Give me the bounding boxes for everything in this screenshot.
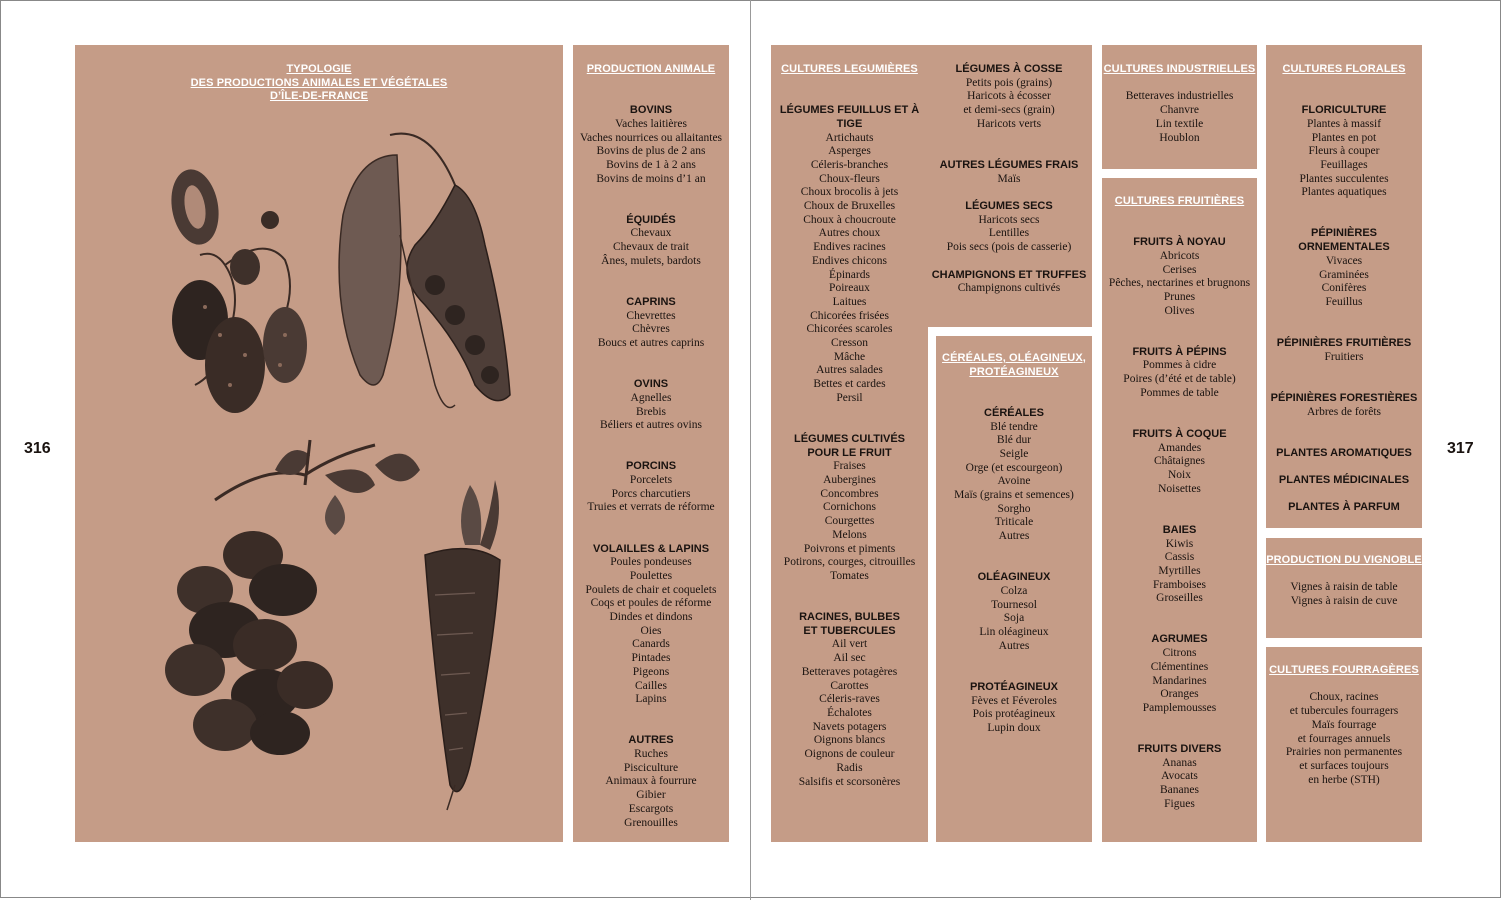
carrot-icon	[425, 480, 500, 810]
list-item: Blé dur	[996, 434, 1032, 447]
list-item: Pigeons	[632, 665, 670, 678]
list-item: Endives racines	[813, 241, 886, 254]
list-item: Brebis	[635, 405, 667, 418]
list-item: Choux, racines	[1309, 691, 1379, 704]
list-item: Chevaux	[630, 227, 672, 240]
subsection-title: PÉPINIÈRES FRUITIÈRES	[1276, 337, 1412, 350]
list-item: Pois protéagineux	[972, 708, 1056, 721]
page-number-left: 316	[24, 440, 51, 457]
section-racines	[771, 611, 928, 789]
col-cultures-industrielles	[1102, 45, 1257, 169]
list-item: Triticale	[994, 516, 1034, 529]
subsection-title: AGRUMES	[1151, 633, 1208, 646]
list-item: et demi-secs (grain)	[963, 104, 1055, 117]
list-item: Navets potagers	[812, 720, 887, 733]
col-cultures-legumieres	[771, 45, 928, 842]
subsection-title: PORCINS	[625, 460, 677, 473]
list-item: Cailles	[635, 679, 667, 692]
strawberry-icon	[166, 166, 307, 413]
list-item: Vignes à raisin de cuve	[1290, 595, 1398, 608]
list-item: Choux à choucroute	[803, 213, 896, 226]
list-item: Haricots verts	[976, 117, 1042, 130]
list-item: Poires (d’été et de table)	[1123, 373, 1236, 386]
fourrageres-list	[1266, 691, 1422, 787]
subsection-title: CHAMPIGNONS ET TRUFFES	[931, 268, 1087, 281]
list-item: Ail sec	[833, 652, 866, 665]
list-item: Noix	[1168, 469, 1191, 482]
list-item: Céleris-raves	[819, 693, 880, 706]
list-item: Myrtilles	[1158, 564, 1201, 577]
list-item: Fruitiers	[1324, 350, 1364, 363]
section-header: CULTURES FLORALES	[1282, 63, 1406, 75]
list-item: Poivrons et piments	[803, 542, 896, 555]
col-legumes-cosse	[926, 45, 1092, 327]
section-legumes-fruit	[771, 433, 928, 584]
section-baies	[1102, 524, 1257, 606]
list-item: Chevaux de trait	[612, 241, 689, 254]
section-legumes-secs	[926, 200, 1092, 255]
list-item: et surfaces toujours	[1299, 759, 1389, 772]
list-item: Conifères	[1321, 282, 1367, 295]
list-item: Truies et verrats de réforme	[587, 501, 715, 514]
list-item: Vignes à raisin de table	[1290, 581, 1398, 594]
page-number-right: 317	[1447, 440, 1474, 457]
section-pepinieres-forestieres	[1266, 392, 1422, 419]
list-item: Escargots	[628, 802, 674, 815]
list-item: Graminées	[1319, 268, 1369, 281]
list-item: Pommes de table	[1140, 386, 1219, 399]
list-item: Lupin doux	[987, 721, 1041, 734]
subsection-title: CAPRINS	[626, 295, 676, 308]
section-oleagineux	[936, 571, 1092, 653]
section-autres-legumes-frais	[926, 159, 1092, 186]
section-agrumes	[1102, 633, 1257, 715]
section-porcins	[573, 460, 729, 515]
subsection-title: PLANTES AROMATIQUES	[1276, 446, 1412, 459]
list-item: Houblon	[1159, 131, 1200, 144]
list-item: Pintades	[631, 652, 671, 665]
section-volailles	[573, 543, 729, 707]
list-item: Colza	[1000, 584, 1028, 597]
list-item: Petits pois (grains)	[965, 76, 1053, 89]
list-item: Prunes	[1163, 290, 1196, 303]
list-item: Plantes en pot	[1311, 131, 1377, 144]
list-item: Maïs	[997, 172, 1021, 185]
title-line-1: TYPOLOGIE	[286, 63, 352, 75]
list-item: Bovins de moins d’1 an	[596, 172, 706, 185]
list-item: Groseilles	[1156, 592, 1203, 605]
subsection-title: OVINS	[633, 378, 669, 391]
list-item: Maïs fourrage	[1311, 718, 1377, 731]
section-header: CULTURES FOURRAGÈRES	[1269, 664, 1419, 676]
list-item: Dindes et dindons	[609, 611, 693, 624]
list-item: Cresson	[830, 337, 869, 350]
subsection-title: AUTRES	[628, 734, 674, 747]
industrial-list	[1102, 90, 1257, 145]
list-item: Salsifis et scorsonères	[798, 775, 901, 788]
section-ovins	[573, 378, 729, 433]
list-item: Olives	[1164, 304, 1195, 317]
list-item: Choux-fleurs	[819, 172, 880, 185]
list-item: Céleris-branches	[810, 158, 889, 171]
list-item: Canards	[632, 638, 670, 651]
subsection-title: PLANTES À PARFUM	[1288, 501, 1400, 514]
list-item: Potirons, courges, citrouilles	[783, 556, 916, 569]
list-item: Cornichons	[822, 501, 877, 514]
pea-pod-icon	[339, 134, 510, 408]
list-item: Oignons blancs	[813, 734, 886, 747]
list-item: Lentilles	[988, 227, 1030, 240]
subsection-title: CÉRÉALES	[984, 406, 1044, 419]
list-item: Pamplemousses	[1142, 701, 1217, 714]
section-fruits-pepins	[1102, 346, 1257, 401]
section-plantes-aromatiques	[1266, 447, 1422, 461]
list-item: Figues	[1164, 797, 1195, 810]
list-item: Vaches laitières	[615, 117, 687, 130]
list-item: Poireaux	[829, 282, 870, 295]
list-item: Vaches nourrices ou allaitantes	[579, 131, 723, 144]
section-header: CULTURES INDUSTRIELLES	[1103, 63, 1256, 75]
list-item: Poulettes	[629, 569, 673, 582]
list-item: Amandes	[1157, 441, 1202, 454]
section-floriculture	[1266, 104, 1422, 200]
list-item: Feuillus	[1325, 295, 1363, 308]
list-item: Châtaignes	[1153, 455, 1206, 468]
list-item: et fourrages annuels	[1297, 732, 1391, 745]
list-item: Bananes	[1160, 784, 1199, 797]
book-gutter	[750, 0, 751, 900]
list-item: Échalotes	[827, 707, 872, 719]
subsection-title: OLÉAGINEUX	[977, 571, 1051, 584]
list-item: Oies	[640, 624, 662, 637]
list-item: Épinards	[829, 268, 870, 281]
col-cultures-florales	[1266, 45, 1422, 528]
list-item: Ail vert	[831, 638, 868, 651]
list-item: Orge (et escourgeon)	[965, 461, 1063, 474]
section-header: CULTURES LEGUMIÈRES	[781, 63, 918, 75]
list-item: Fraises	[833, 460, 866, 473]
list-item: Mâche	[833, 350, 866, 363]
list-item: Endives chicons	[811, 254, 888, 267]
section-pepinieres-ornementales	[1266, 227, 1422, 309]
list-item: Choux brocolis à jets	[800, 186, 899, 199]
list-item: Soja	[1003, 612, 1025, 625]
list-item: Kiwis	[1165, 537, 1194, 550]
col-cultures-fruitieres	[1102, 178, 1257, 842]
list-item: Bovins de 1 à 2 ans	[606, 158, 696, 171]
list-item: Maïs (grains et semences)	[954, 489, 1074, 502]
list-item: Avoine	[997, 475, 1031, 488]
vignoble-list	[1266, 581, 1422, 608]
list-item: Bovins de plus de 2 ans	[596, 145, 706, 158]
list-item: Framboises	[1152, 578, 1207, 591]
list-item: Noisettes	[1158, 482, 1201, 495]
subsection-title: PÉPINIÈRES ORNEMENTALES	[1298, 227, 1390, 254]
list-item: Animaux à fourrure	[605, 775, 697, 788]
list-item: en herbe (STH)	[1308, 773, 1380, 786]
section-fruits-divers	[1102, 743, 1257, 812]
list-item: Autres choux	[818, 227, 881, 240]
list-item: Autres	[998, 639, 1030, 652]
list-item: Ananas	[1162, 756, 1197, 769]
list-item: Artichauts	[825, 131, 874, 144]
list-item: Betteraves industrielles	[1125, 90, 1234, 103]
section-fruits-noyau	[1102, 236, 1257, 318]
subsection-title: BAIES	[1162, 523, 1197, 536]
list-item: Concombres	[820, 487, 879, 500]
subsection-title: LÉGUMES À COSSE	[955, 63, 1063, 75]
list-item: Champignons cultivés	[957, 282, 1061, 295]
subsection-title: FLORICULTURE	[1301, 104, 1387, 117]
list-item: Avocats	[1161, 770, 1198, 783]
list-item: Choux de Bruxelles	[803, 200, 896, 213]
list-item: Persil	[836, 391, 863, 404]
list-item: Poulets de chair et coquelets	[585, 583, 717, 596]
subsection-title: PROTÉAGINEUX	[969, 680, 1058, 693]
list-item: Chevrettes	[626, 309, 676, 322]
list-item: Porcelets	[629, 474, 673, 487]
list-item: Plantes succulentes	[1299, 172, 1389, 185]
section-plantes-medicinales	[1266, 474, 1422, 488]
list-item: Porcs charcutiers	[611, 487, 691, 500]
list-item: Pois secs (pois de casserie)	[946, 241, 1072, 254]
section-cereales	[936, 407, 1092, 544]
list-item: Ruches	[634, 748, 668, 761]
list-item: Boucs et autres caprins	[597, 337, 705, 350]
list-item: Chanvre	[1160, 104, 1199, 117]
subsection-title: LÉGUMES FEUILLUS ET À TIGE	[779, 104, 920, 130]
illustration-panel	[75, 45, 563, 842]
list-item: Vivaces	[1325, 254, 1363, 267]
col-production-vignoble	[1266, 538, 1422, 638]
col-cereales	[936, 336, 1092, 842]
list-item: Lapins	[635, 693, 667, 706]
list-item: Béliers et autres ovins	[600, 419, 702, 432]
list-item: Haricots à écosser	[967, 90, 1051, 103]
list-item: Chicorées scaroles	[806, 323, 893, 336]
list-item: Ânes, mulets, bardots	[601, 254, 701, 267]
list-item: Pêches, nectarines et brugnons	[1108, 277, 1251, 290]
list-item: Plantes aquatiques	[1301, 186, 1387, 199]
section-pepinieres-fruitieres	[1266, 337, 1422, 364]
list-item: Radis	[836, 761, 863, 774]
subsection-title: AUTRES LÉGUMES FRAIS	[939, 158, 1079, 171]
list-item: Plantes à massif	[1306, 117, 1382, 130]
list-item: Autres salades	[816, 364, 883, 377]
list-item: Feuillages	[1320, 158, 1368, 171]
subsection-title: FRUITS À NOYAU	[1133, 236, 1226, 249]
list-item: Citrons	[1162, 647, 1197, 660]
list-item: Abricots	[1159, 249, 1200, 262]
section-bovins	[573, 104, 729, 186]
subsection-title: LÉGUMES SECS	[965, 200, 1053, 212]
list-item: Lin oléagineux	[979, 626, 1049, 639]
list-item: Mandarines	[1152, 674, 1207, 687]
list-item: Grenouilles	[624, 816, 678, 829]
list-item: Coqs et poules de réforme	[590, 597, 712, 610]
subsection-title: FRUITS À COQUE	[1132, 427, 1227, 440]
list-item: et tubercules fourragers	[1289, 705, 1399, 718]
subsection-title: VOLAILLES & LAPINS	[592, 542, 710, 555]
subsection-title: FRUITS DIVERS	[1137, 743, 1222, 756]
list-item: Asperges	[828, 145, 871, 158]
list-item: Arbres de forêts	[1306, 405, 1382, 418]
subsection-title: PLANTES MÉDICINALES	[1278, 474, 1410, 486]
list-item: Autres	[998, 530, 1030, 543]
section-autres	[573, 734, 729, 830]
list-item: Gibier	[636, 789, 666, 802]
list-item: Oignons de couleur	[804, 748, 895, 761]
list-item: Oranges	[1160, 688, 1199, 701]
list-item: Lin textile	[1155, 117, 1204, 130]
list-item: Clémentines	[1150, 660, 1209, 673]
tomato-vine-icon	[165, 440, 420, 755]
list-item: Sorgho	[997, 502, 1031, 515]
list-item: Carottes	[830, 679, 869, 692]
subsection-title: PÉPINIÈRES FORESTIÈRES	[1270, 391, 1418, 404]
section-header: CÉRÉALES, OLÉAGINEUX, PROTÉAGINEUX	[942, 352, 1086, 378]
section-plantes-parfum	[1266, 501, 1422, 515]
list-item: Prairies non permanentes	[1285, 746, 1403, 759]
list-item: Pisciculture	[623, 761, 679, 774]
section-caprins	[573, 296, 729, 351]
list-item: Tournesol	[991, 598, 1037, 611]
list-item: Bettes et cardes	[813, 378, 886, 391]
list-item: Chicorées frisées	[810, 309, 889, 322]
list-item: Melons	[832, 528, 867, 541]
section-fruits-coque	[1102, 428, 1257, 497]
list-item: Seigle	[999, 447, 1029, 460]
list-item: Courgettes	[824, 515, 875, 528]
list-item: Laitues	[832, 295, 867, 308]
list-item: Betteraves potagères	[801, 665, 898, 678]
title-line-2: DES PRODUCTIONS ANIMALES ET VÉGÉTALES	[190, 76, 448, 89]
list-item: Blé tendre	[990, 420, 1038, 433]
list-item: Chèvres	[632, 323, 670, 336]
section-header: CULTURES FRUITIÈRES	[1114, 195, 1245, 207]
section-header: PRODUCTION DU VIGNOBLE	[1266, 554, 1422, 566]
list-item: Fèves et Féveroles	[971, 694, 1057, 707]
list-item: Cerises	[1162, 263, 1197, 276]
list-item: Pommes à cidre	[1142, 359, 1217, 372]
col-production-animale	[573, 45, 729, 842]
section-equides	[573, 214, 729, 269]
section-header: PRODUCTION ANIMALE	[586, 63, 716, 75]
vegetable-illustration	[75, 45, 563, 842]
subsection-title: FRUITS À PÉPINS	[1132, 345, 1227, 358]
section-champignons	[926, 269, 1092, 296]
section-legumes-feuillus	[771, 104, 928, 405]
subsection-title: BOVINS	[629, 104, 673, 117]
col-cultures-fourrageres	[1266, 647, 1422, 842]
list-item: Cassis	[1164, 551, 1195, 564]
subsection-title: ÉQUIDÉS	[626, 213, 676, 226]
section-legumes-cosse	[926, 63, 1092, 132]
list-item: Poules pondeuses	[610, 556, 692, 569]
list-item: Tomates	[830, 569, 869, 582]
list-item: Fleurs à couper	[1308, 145, 1380, 158]
section-proteagineux	[936, 681, 1092, 736]
subsection-title: LÉGUMES CULTIVÉS POUR LE FRUIT	[793, 432, 906, 459]
list-item: Aubergines	[823, 474, 876, 487]
list-item: Agnelles	[630, 391, 672, 404]
list-item: Haricots secs	[978, 213, 1040, 226]
subsection-title: RACINES, BULBES ET TUBERCULES	[799, 611, 900, 637]
title-line-3: D’ÎLE-DE-FRANCE	[269, 90, 369, 103]
